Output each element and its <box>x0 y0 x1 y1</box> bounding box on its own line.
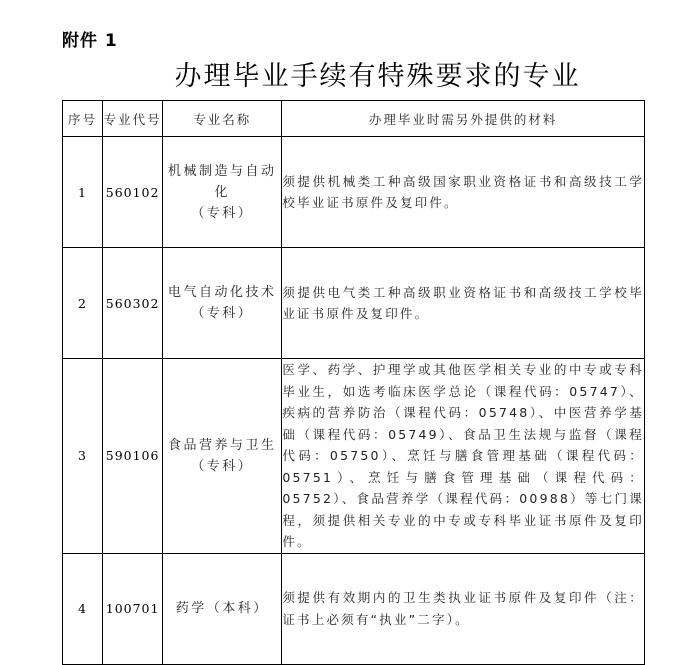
major-name: 电气自动化技术 <box>168 285 277 300</box>
attachment-label: 附件 1 <box>62 31 118 51</box>
majors-table <box>62 100 645 665</box>
column-header-no: 序号 <box>63 101 103 137</box>
major-code: 100701 <box>103 553 163 664</box>
major-code: 560302 <box>103 248 163 359</box>
major-code: 590106 <box>103 359 163 554</box>
required-materials: 须提供机械类工种高级国家职业资格证书和高级技工学校毕业证书原件及复印件。 <box>282 137 645 248</box>
table-row <box>63 248 645 359</box>
row-number: 4 <box>63 553 103 664</box>
row-number: 3 <box>63 359 103 554</box>
required-materials: 须提供电气类工种高级职业资格证书和高级技工学校毕业证书原件及复印件。 <box>282 248 645 359</box>
major-name: 机械制造与自动化 <box>168 163 277 200</box>
major-level: （专科） <box>191 205 254 221</box>
row-number: 1 <box>63 137 103 248</box>
column-header-name: 专业名称 <box>163 101 282 137</box>
required-materials: 须提供有效期内的卫生类执业证书原件及复印件（注：证书上必须有“执业”二字）。 <box>282 553 645 664</box>
major-name-cell <box>163 137 282 248</box>
major-name: 药学（本科） <box>175 601 269 616</box>
major-code: 560102 <box>103 137 163 248</box>
table-header-row <box>63 101 645 137</box>
table-row <box>63 553 645 664</box>
table-row <box>63 359 645 554</box>
major-name-cell <box>163 553 282 664</box>
column-header-materials: 办理毕业时需另外提供的材料 <box>282 101 645 137</box>
page-title: 办理毕业手续有特殊要求的专业 <box>174 61 581 92</box>
column-header-code: 专业代号 <box>103 101 163 137</box>
major-name: 食品营养与卫生 <box>168 437 277 453</box>
required-materials: 医学、药学、护理学或其他医学相关专业的中专或专科毕业生，如选考临床医学总论（课程代码：05747）、疾病的营养防治（课程代码：05748）、中医营养学基础（课程代码：05749）、食品卫生法规与监督（课程代码：05750）、烹饪与膳食管理基础（课程代码：05751）、烹饪与膳食管理基础（课程代码：05752）、食品营养学（课程代码：00988）等七门课程，须提供相关专业的中专或专科毕业证书原件及复印件。 <box>282 359 645 554</box>
major-name-cell <box>163 359 282 554</box>
table-row <box>63 137 645 248</box>
row-number: 2 <box>63 248 103 359</box>
major-name-cell <box>163 248 282 359</box>
major-level: （专科） <box>191 458 254 474</box>
major-level: （专科） <box>191 306 254 321</box>
